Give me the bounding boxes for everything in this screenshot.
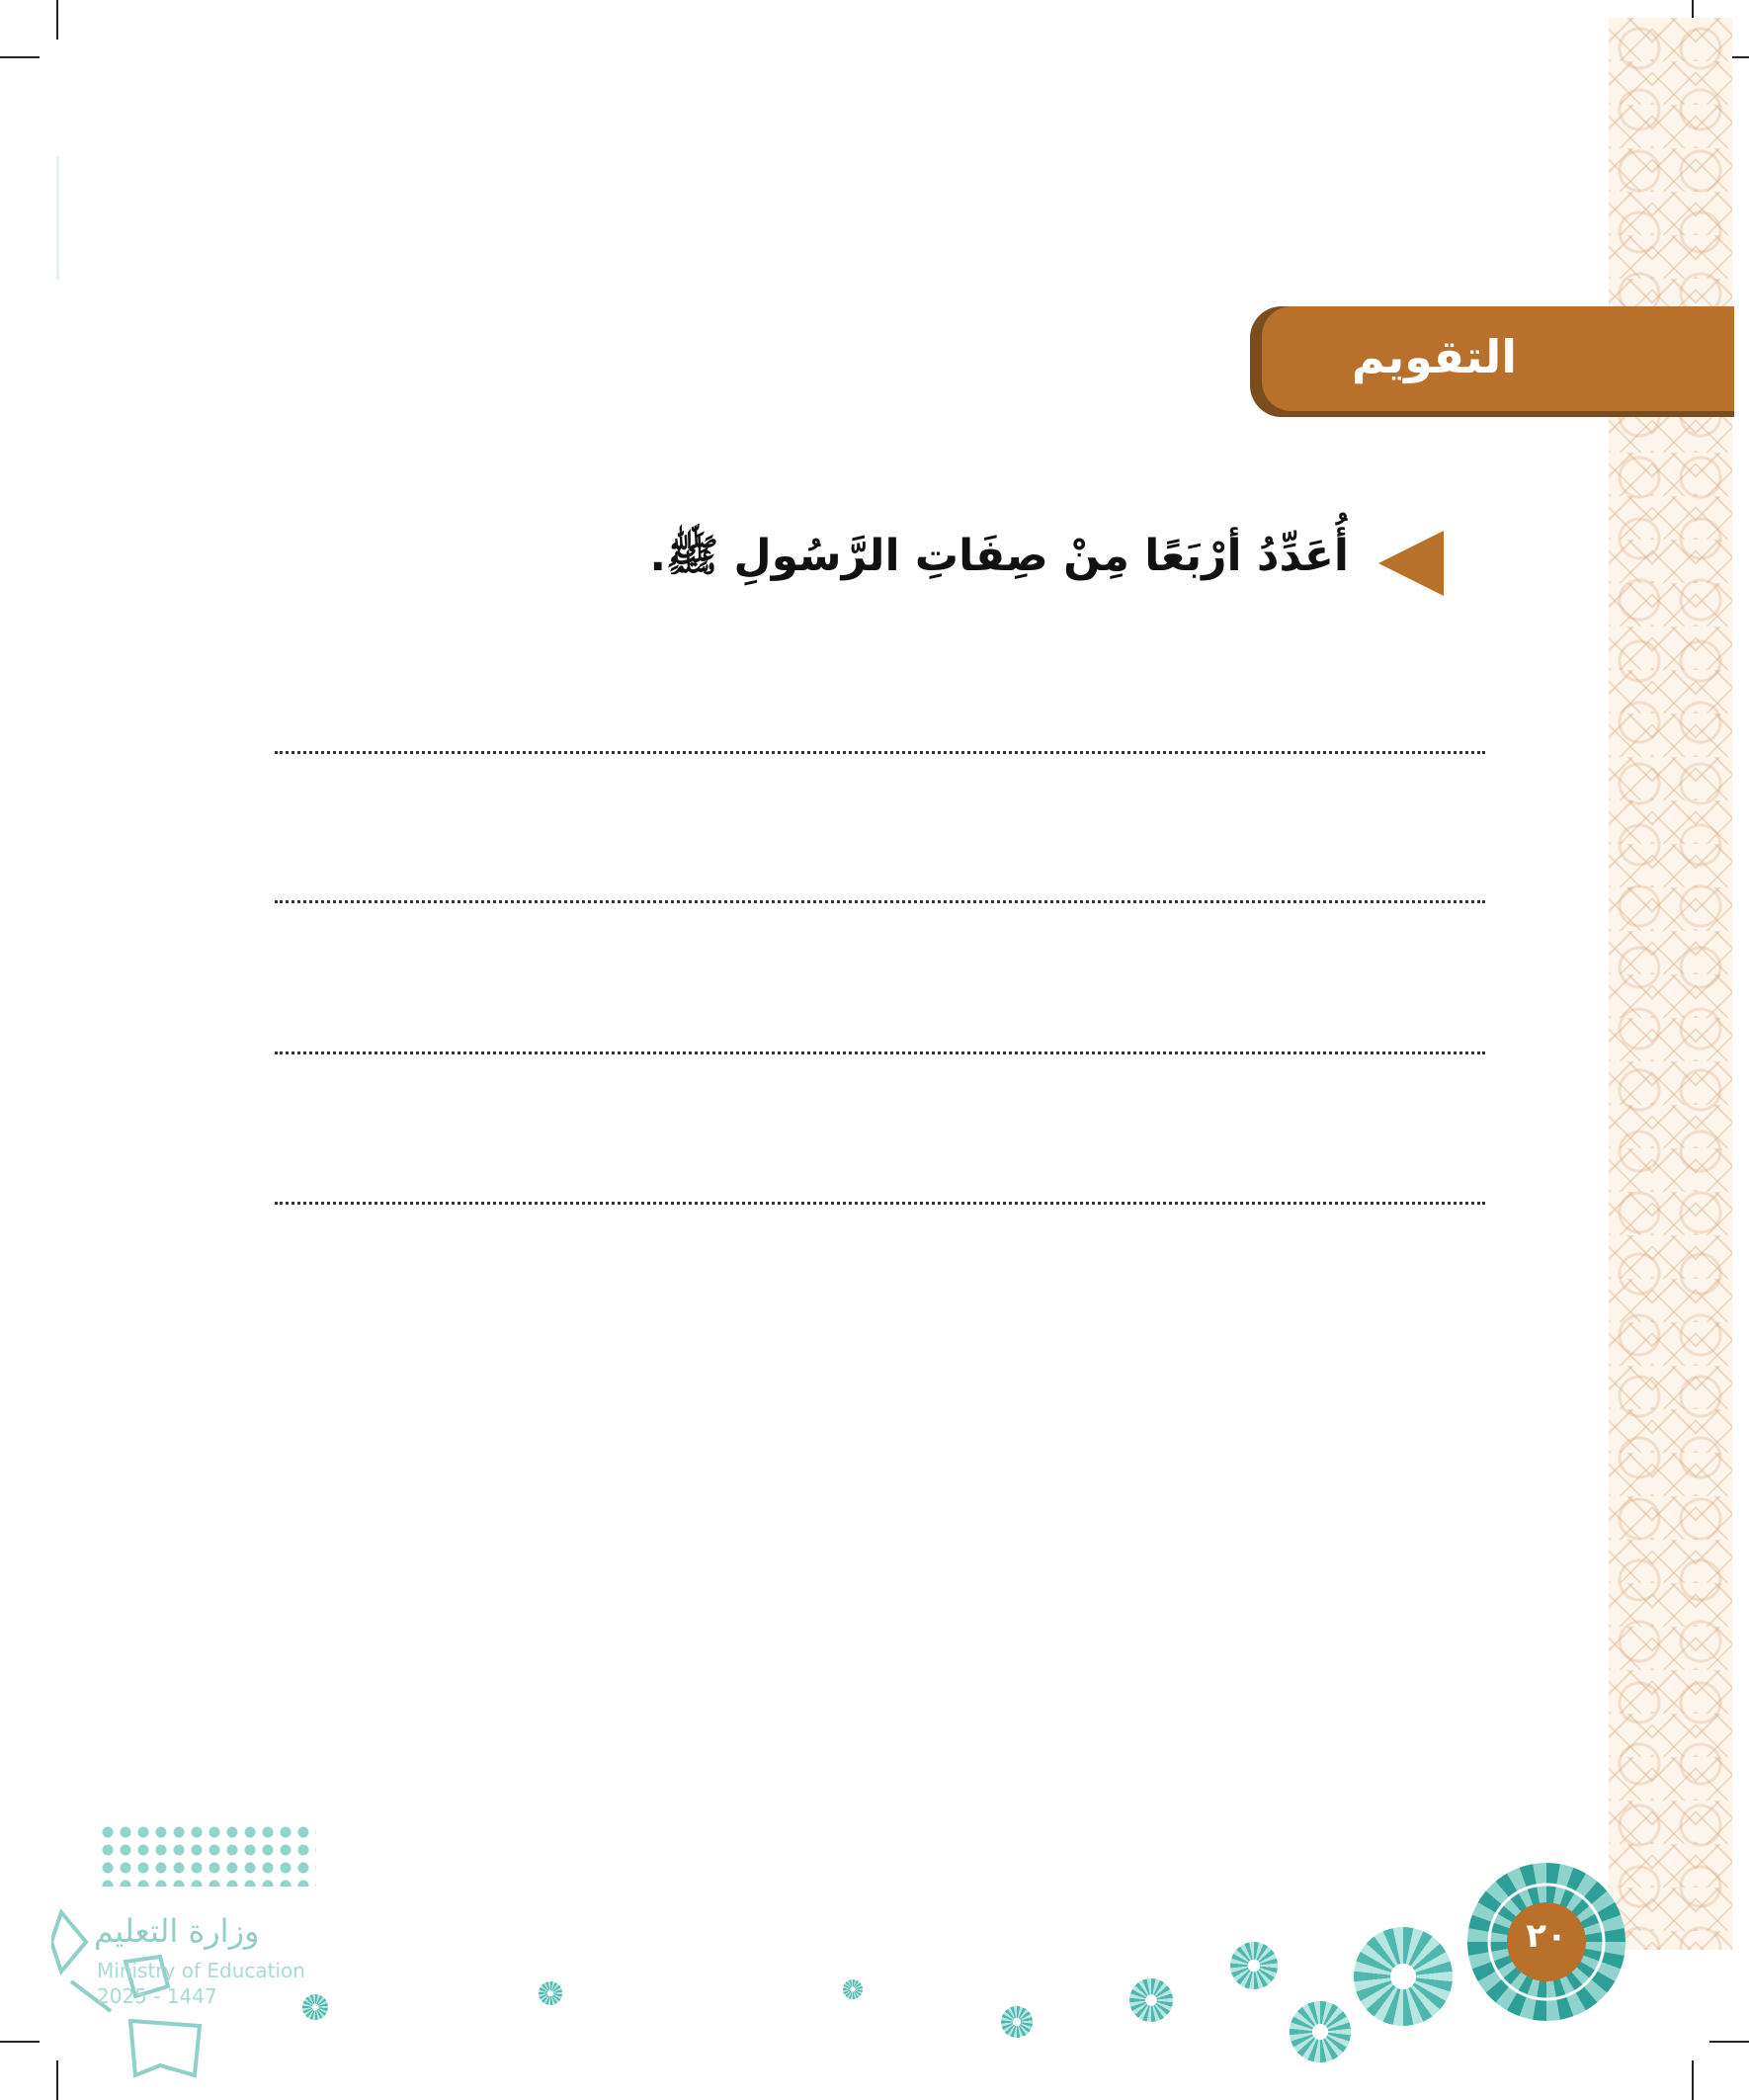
crop-mark [0, 2041, 40, 2043]
answer-line-4[interactable] [275, 1202, 1485, 1205]
page-number-circle [1507, 1902, 1586, 1981]
page-number: ٢٠ [1526, 1916, 1567, 1956]
question-text: أُعَدِّدُ أرْبَعًا مِنْ صِفَاتِ الرَّسُولِ ﷺ. [649, 531, 1349, 581]
rosette-icon [1129, 1978, 1173, 2022]
crop-mark [1692, 2060, 1694, 2100]
rosette-icon [1290, 2001, 1351, 2062]
rosette-icon [843, 1979, 863, 1999]
crop-mark [1709, 2041, 1749, 2043]
crop-mark [56, 0, 58, 40]
ministry-name-english: Ministry of Education [97, 1959, 305, 1982]
section-title: التقويم [1351, 330, 1517, 383]
ministry-year: 2025 - 1447 [97, 1984, 217, 2008]
rosette-icon [1230, 1942, 1278, 1989]
margin-accent-line [56, 156, 59, 280]
answer-line-1[interactable] [275, 751, 1485, 754]
crop-mark [0, 56, 40, 58]
left-triangle-icon [1378, 531, 1444, 596]
page-number-badge [1467, 1863, 1625, 2021]
answer-line-2[interactable] [275, 900, 1485, 903]
answer-line-3[interactable] [275, 1051, 1485, 1054]
rosette-icon [302, 1994, 328, 2020]
rosette-icon [1001, 2006, 1033, 2038]
rosette-icon [539, 1981, 562, 2005]
section-header [1250, 306, 1734, 417]
rosette-icon [1354, 1927, 1453, 2026]
ministry-logo-dots [99, 1823, 316, 1887]
ministry-name-arabic: وزارة التعليم [94, 1912, 260, 1950]
